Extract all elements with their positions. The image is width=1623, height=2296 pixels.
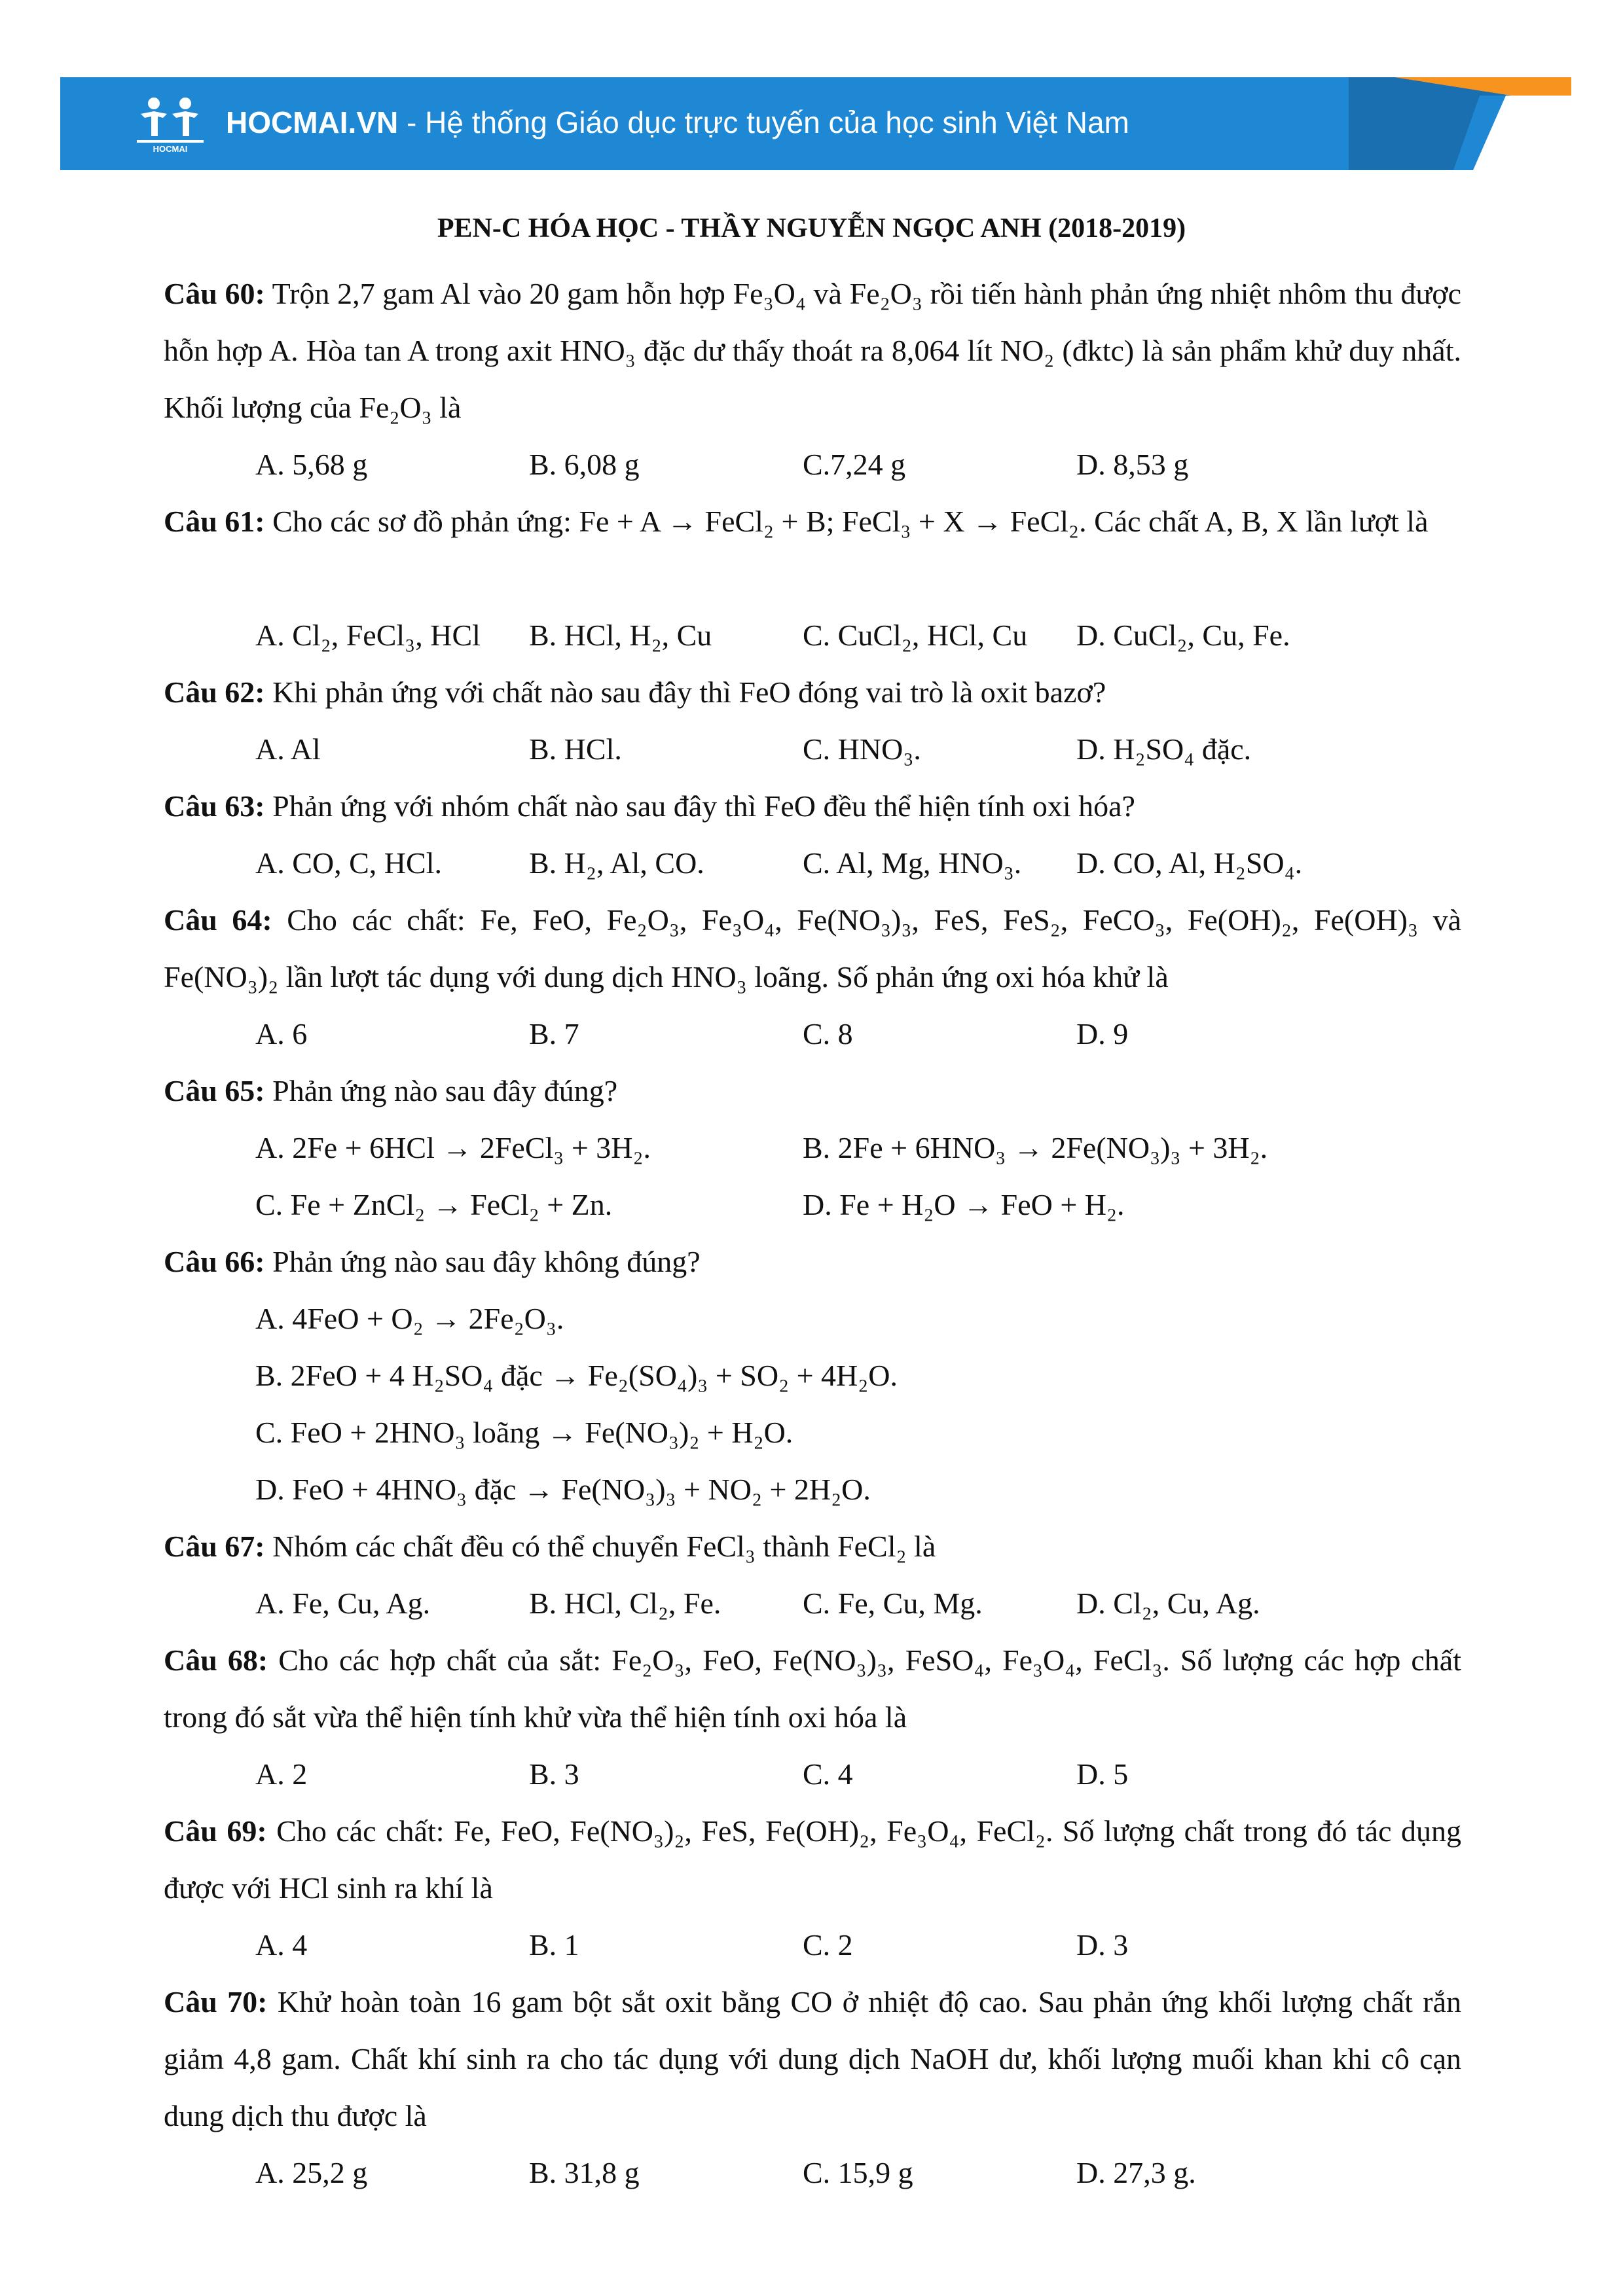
options-68 bbox=[255, 1746, 1467, 1803]
option-a: A. CO, C, HCl. bbox=[255, 846, 442, 880]
option-d: D. 27,3 g. bbox=[1076, 2156, 1196, 2189]
option-c: C. Fe + ZnCl₂ → FeCl₂ + Zn. bbox=[255, 1188, 613, 1221]
hocmai-logo-icon bbox=[134, 96, 206, 156]
question-63 bbox=[164, 778, 1461, 834]
document-title: PEN-C HÓA HỌC - THẦY NGUYỄN NGỌC ANH (2018-2019) bbox=[437, 213, 1186, 243]
question-60 bbox=[164, 265, 1461, 436]
option-d: D. H₂SO₄ đặc. bbox=[1076, 732, 1252, 766]
option-c: C. 8 bbox=[803, 1017, 853, 1050]
option-a: A. 2 bbox=[255, 1757, 308, 1791]
option-a: A. 6 bbox=[255, 1017, 308, 1050]
brand-name: HOCMAI.VN bbox=[226, 105, 399, 139]
question-69 bbox=[164, 1803, 1461, 1916]
question-text: Cho các sơ đồ phản ứng: Fe + A → FeCl₂ + B; FeCl₃ + X → FeCl₂. Các chất A, B, X lần lượt là bbox=[272, 505, 1429, 538]
option-d: D. FeO + 4HNO₃ đặc → Fe(NO₃)₃ + NO₂ + 2H₂O. bbox=[255, 1473, 871, 1506]
logo-text: HOCMAI bbox=[153, 144, 188, 154]
option-a: A. Al bbox=[255, 732, 321, 766]
options-69 bbox=[255, 1916, 1467, 1973]
question-label: Câu 67: bbox=[164, 1530, 265, 1563]
option-d: D. 3 bbox=[1076, 1928, 1129, 1962]
question-label: Câu 70: bbox=[164, 1985, 268, 2018]
question-label: Câu 68: bbox=[164, 1643, 268, 1677]
option-c: C. FeO + 2HNO₃ loãng → Fe(NO₃)₂ + H₂O. bbox=[255, 1416, 793, 1449]
question-61 bbox=[164, 493, 1461, 550]
options-70 bbox=[255, 2144, 1467, 2201]
option-d: D. 5 bbox=[1076, 1757, 1129, 1791]
option-a: A. Fe, Cu, Ag. bbox=[255, 1587, 431, 1620]
options-64 bbox=[255, 1005, 1467, 1062]
option-d: D. 9 bbox=[1076, 1017, 1129, 1050]
question-label: Câu 69: bbox=[164, 1814, 267, 1848]
option-d: D. Fe + H₂O → FeO + H₂. bbox=[803, 1188, 1125, 1221]
question-62 bbox=[164, 664, 1461, 721]
question-label: Câu 61: bbox=[164, 505, 265, 538]
option-b: B. 7 bbox=[529, 1017, 579, 1050]
option-b: B. 2Fe + 6HNO₃ → 2Fe(NO₃)₃ + 3H₂. bbox=[803, 1131, 1268, 1164]
question-text: Khi phản ứng với chất nào sau đây thì FeO đóng vai trò là oxit bazơ? bbox=[272, 675, 1106, 709]
options-67 bbox=[255, 1575, 1467, 1632]
question-70 bbox=[164, 1973, 1461, 2144]
option-d: D. CuCl₂, Cu, Fe. bbox=[1076, 619, 1290, 652]
question-label: Câu 60: bbox=[164, 277, 265, 310]
option-d: D. CO, Al, H₂SO₄. bbox=[1076, 846, 1303, 880]
options-62 bbox=[255, 721, 1467, 778]
options-61 bbox=[255, 607, 1467, 664]
question-label: Câu 62: bbox=[164, 675, 265, 709]
option-a: A. 4 bbox=[255, 1928, 308, 1962]
question-text: Nhóm các chất đều có thể chuyển FeCl₃ thành FeCl₂ là bbox=[272, 1530, 936, 1563]
question-text: Khử hoàn toàn 16 gam bột sắt oxit bằng CO ở nhiệt độ cao. Sau phản ứng khối lượng chất rắn giảm 4,8 gam. Chất khí sinh ra cho tác dụng với dung dịch NaOH dư, khối lượng muối khan khi cô cạn dung dịch thu được là bbox=[164, 1985, 1462, 2132]
option-b: B. HCl, Cl₂, Fe. bbox=[529, 1587, 721, 1620]
question-65 bbox=[164, 1062, 1461, 1119]
options-65-ab bbox=[255, 1119, 1467, 1176]
option-b: B. HCl, H₂, Cu bbox=[529, 619, 712, 652]
option-c: C. Fe, Cu, Mg. bbox=[803, 1587, 983, 1620]
options-63 bbox=[255, 834, 1467, 891]
question-label: Câu 66: bbox=[164, 1245, 265, 1278]
question-text: Cho các chất: Fe, FeO, Fe(NO₃)₂, FeS, Fe(OH)₂, Fe₃O₄, FeCl₂. Số lượng chất trong đó tác dụng được với HCl sinh ra khí là bbox=[164, 1814, 1461, 1905]
banner-text bbox=[226, 105, 1129, 140]
option-b: B. H₂, Al, CO. bbox=[529, 846, 704, 880]
option-d: D. Cl₂, Cu, Ag. bbox=[1076, 1587, 1260, 1620]
question-label: Câu 65: bbox=[164, 1074, 265, 1107]
question-64 bbox=[164, 891, 1461, 1005]
option-a: A. 2Fe + 6HCl → 2FeCl₃ + 3H₂. bbox=[255, 1131, 651, 1164]
question-text: Trộn 2,7 gam Al vào 20 gam hỗn hợp Fe₃O₄ và Fe₂O₃ rồi tiến hành phản ứng nhiệt nhôm thu được hỗn hợp A. Hòa tan A trong axit HNO₃ đặc dư thấy thoát ra 8,064 lít NO₂ (đktc) là sản phẩm khử duy nhất. Khối lượng của Fe₂O₃ là bbox=[164, 277, 1461, 424]
question-text: Phản ứng nào sau đây đúng? bbox=[272, 1074, 618, 1107]
option-c: C. 15,9 g bbox=[803, 2156, 913, 2189]
option-a: A. 25,2 g bbox=[255, 2156, 368, 2189]
option-a: A. Cl₂, FeCl₃, HCl bbox=[255, 619, 481, 652]
question-text: Phản ứng nào sau đây không đúng? bbox=[272, 1245, 701, 1278]
question-text: Phản ứng với nhóm chất nào sau đây thì FeO đều thể hiện tính oxi hóa? bbox=[272, 789, 1135, 823]
option-d: D. 8,53 g bbox=[1076, 448, 1189, 481]
option-c: C. CuCl₂, HCl, Cu bbox=[803, 619, 1028, 652]
option-b: B. HCl. bbox=[529, 732, 622, 766]
option-a: A. 5,68 g bbox=[255, 448, 368, 481]
question-label: Câu 63: bbox=[164, 789, 265, 823]
option-a: A. 4FeO + O₂ → 2Fe₂O₃. bbox=[255, 1302, 564, 1335]
option-c: C. HNO₃. bbox=[803, 732, 921, 766]
option-b: B. 6,08 g bbox=[529, 448, 640, 481]
question-text: Cho các hợp chất của sắt: Fe₂O₃, FeO, Fe(NO₃)₃, FeSO₄, Fe₃O₄, FeCl₃. Số lượng các hợp chất trong đó sắt vừa thể hiện tính khử vừa thể hiện tính oxi hóa là bbox=[164, 1643, 1461, 1734]
option-c: C. Al, Mg, HNO₃. bbox=[803, 846, 1022, 880]
question-68 bbox=[164, 1632, 1461, 1746]
option-b: B. 3 bbox=[529, 1757, 579, 1791]
option-c: C.7,24 g bbox=[803, 448, 906, 481]
question-text: Cho các chất: Fe, FeO, Fe₂O₃, Fe₃O₄, Fe(NO₃)₃, FeS, FeS₂, FeCO₃, Fe(OH)₂, Fe(OH)₃ và Fe(NO₃)₂ lần lượt tác dụng với dung dịch HNO₃ loãng. Số phản ứng oxi hóa khử là bbox=[164, 903, 1462, 994]
options-60 bbox=[255, 436, 1467, 493]
option-b: B. 1 bbox=[529, 1928, 579, 1962]
option-b: B. 31,8 g bbox=[529, 2156, 640, 2189]
option-b: B. 2FeO + 4 H₂SO₄ đặc → Fe₂(SO₄)₃ + SO₂ + 4H₂O. bbox=[255, 1359, 898, 1392]
question-67 bbox=[164, 1518, 1461, 1575]
banner-accent-stripe bbox=[1349, 77, 1571, 170]
brand-tagline: - Hệ thống Giáo dục trực tuyến của học sinh Việt Nam bbox=[398, 105, 1129, 139]
question-66 bbox=[164, 1233, 1461, 1290]
question-label: Câu 64: bbox=[164, 903, 272, 937]
option-c: C. 2 bbox=[803, 1928, 853, 1962]
options-65-cd bbox=[255, 1176, 1467, 1233]
option-c: C. 4 bbox=[803, 1757, 853, 1791]
